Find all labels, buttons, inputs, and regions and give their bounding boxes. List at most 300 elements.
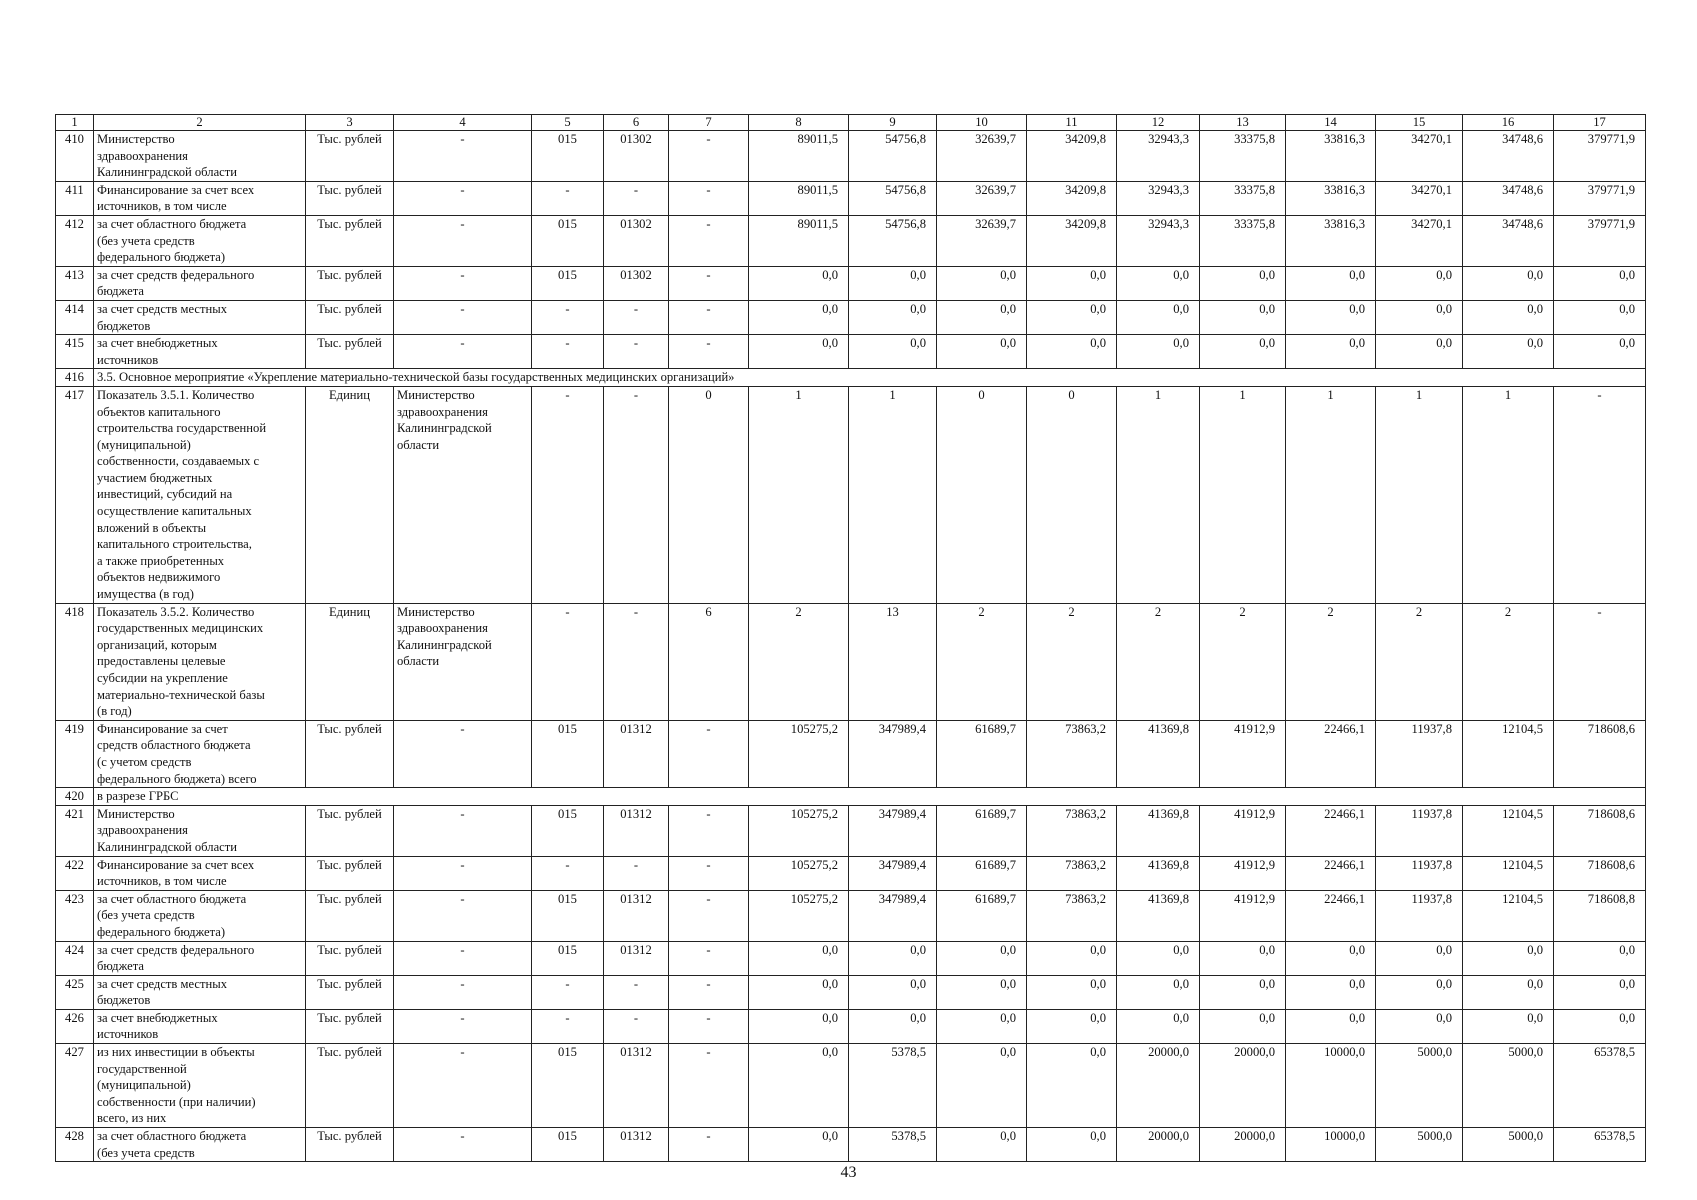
- code-cell: -: [669, 805, 749, 856]
- value-cell: 0,0: [1027, 300, 1117, 334]
- value-cell: 2: [1200, 603, 1286, 720]
- value-cell: 2: [937, 603, 1027, 720]
- value-cell: 0,0: [749, 1044, 849, 1128]
- value-cell: 0,0: [937, 266, 1027, 300]
- row-description: за счет средств федерального бюджета: [94, 266, 306, 300]
- value-cell: 0,0: [1027, 941, 1117, 975]
- table-row: [56, 369, 1646, 387]
- value-cell: 89011,5: [749, 131, 849, 182]
- unit-cell: Тыс. рублей: [306, 1044, 394, 1128]
- code-cell: -: [669, 215, 749, 266]
- value-cell: 718608,6: [1554, 720, 1646, 787]
- code-cell: 015: [532, 131, 604, 182]
- value-cell: 10000,0: [1286, 1044, 1376, 1128]
- unit-cell: Тыс. рублей: [306, 215, 394, 266]
- row-description: за счет средств местных бюджетов: [94, 975, 306, 1009]
- unit-cell: Тыс. рублей: [306, 941, 394, 975]
- value-cell: 105275,2: [749, 805, 849, 856]
- value-cell: 34209,8: [1027, 181, 1117, 215]
- table-row: [56, 386, 1646, 603]
- value-cell: 22466,1: [1286, 720, 1376, 787]
- header-cell: 6: [604, 115, 669, 131]
- table-row: [56, 335, 1646, 369]
- value-cell: 32639,7: [937, 215, 1027, 266]
- value-cell: 33375,8: [1200, 131, 1286, 182]
- row-number: 425: [56, 975, 94, 1009]
- responsible-cell: -: [394, 975, 532, 1009]
- row-number: 418: [56, 603, 94, 720]
- value-cell: 41369,8: [1117, 890, 1200, 941]
- value-cell: 718608,6: [1554, 805, 1646, 856]
- code-cell: 01302: [604, 266, 669, 300]
- table-row: [56, 975, 1646, 1009]
- value-cell: 0: [937, 386, 1027, 603]
- value-cell: 0,0: [749, 1128, 849, 1162]
- value-cell: 65378,5: [1554, 1128, 1646, 1162]
- row-number: 422: [56, 856, 94, 890]
- code-cell: -: [532, 181, 604, 215]
- value-cell: 34748,6: [1463, 181, 1554, 215]
- value-cell: 0,0: [749, 300, 849, 334]
- value-cell: 1: [749, 386, 849, 603]
- row-number: 417: [56, 386, 94, 603]
- code-cell: 015: [532, 805, 604, 856]
- row-number: 419: [56, 720, 94, 787]
- value-cell: 20000,0: [1117, 1044, 1200, 1128]
- value-cell: 54756,8: [849, 215, 937, 266]
- value-cell: -: [1554, 603, 1646, 720]
- row-description: Министерство здравоохранения Калининградской области: [94, 805, 306, 856]
- value-cell: 0,0: [937, 335, 1027, 369]
- code-cell: -: [604, 335, 669, 369]
- value-cell: 12104,5: [1463, 856, 1554, 890]
- table-row: [56, 266, 1646, 300]
- row-description: за счет внебюджетных источников: [94, 1009, 306, 1043]
- value-cell: 347989,4: [849, 856, 937, 890]
- code-cell: 0: [669, 386, 749, 603]
- value-cell: 5000,0: [1463, 1044, 1554, 1128]
- value-cell: 347989,4: [849, 720, 937, 787]
- responsible-cell: -: [394, 215, 532, 266]
- value-cell: 1: [1463, 386, 1554, 603]
- responsible-cell: -: [394, 720, 532, 787]
- value-cell: 13: [849, 603, 937, 720]
- code-cell: 015: [532, 890, 604, 941]
- unit-cell: Тыс. рублей: [306, 300, 394, 334]
- responsible-cell: -: [394, 266, 532, 300]
- value-cell: 41912,9: [1200, 720, 1286, 787]
- code-cell: -: [669, 1044, 749, 1128]
- responsible-cell: -: [394, 890, 532, 941]
- table-row: [56, 856, 1646, 890]
- responsible-cell: Министерство здравоохранения Калининградской области: [394, 603, 532, 720]
- value-cell: 2: [1286, 603, 1376, 720]
- table-row: [56, 788, 1646, 806]
- table-row: [56, 941, 1646, 975]
- code-cell: -: [669, 941, 749, 975]
- header-cell: 11: [1027, 115, 1117, 131]
- header-row: [56, 115, 1646, 131]
- code-cell: -: [669, 1128, 749, 1162]
- value-cell: 5378,5: [849, 1044, 937, 1128]
- value-cell: 0,0: [1463, 266, 1554, 300]
- row-number: 415: [56, 335, 94, 369]
- code-cell: -: [669, 131, 749, 182]
- value-cell: 32943,3: [1117, 215, 1200, 266]
- code-cell: -: [532, 335, 604, 369]
- value-cell: 12104,5: [1463, 720, 1554, 787]
- header-cell: 13: [1200, 115, 1286, 131]
- value-cell: 20000,0: [1200, 1044, 1286, 1128]
- row-number: 421: [56, 805, 94, 856]
- row-number: 424: [56, 941, 94, 975]
- value-cell: 12104,5: [1463, 890, 1554, 941]
- value-cell: 0,0: [937, 941, 1027, 975]
- code-cell: 01312: [604, 941, 669, 975]
- table-row: [56, 131, 1646, 182]
- unit-cell: Тыс. рублей: [306, 975, 394, 1009]
- value-cell: 0,0: [1200, 300, 1286, 334]
- code-cell: 015: [532, 720, 604, 787]
- table-row: [56, 1128, 1646, 1162]
- value-cell: 0,0: [749, 266, 849, 300]
- value-cell: 22466,1: [1286, 805, 1376, 856]
- value-cell: 10000,0: [1286, 1128, 1376, 1162]
- value-cell: 0,0: [1117, 1009, 1200, 1043]
- value-cell: 0,0: [1117, 335, 1200, 369]
- unit-cell: Тыс. рублей: [306, 1128, 394, 1162]
- value-cell: 0,0: [937, 1044, 1027, 1128]
- value-cell: 61689,7: [937, 720, 1027, 787]
- value-cell: 0,0: [1027, 975, 1117, 1009]
- value-cell: 0,0: [749, 975, 849, 1009]
- row-description: за счет средств федерального бюджета: [94, 941, 306, 975]
- value-cell: 0: [1027, 386, 1117, 603]
- value-cell: 12104,5: [1463, 805, 1554, 856]
- code-cell: -: [669, 975, 749, 1009]
- value-cell: 379771,9: [1554, 131, 1646, 182]
- value-cell: 0,0: [1117, 941, 1200, 975]
- code-cell: -: [532, 975, 604, 1009]
- value-cell: 65378,5: [1554, 1044, 1646, 1128]
- value-cell: 32943,3: [1117, 131, 1200, 182]
- code-cell: -: [604, 386, 669, 603]
- row-description: за счет областного бюджета (без учета средств федерального бюджета): [94, 890, 306, 941]
- value-cell: 34270,1: [1376, 215, 1463, 266]
- value-cell: 0,0: [1200, 266, 1286, 300]
- value-cell: 61689,7: [937, 805, 1027, 856]
- value-cell: 0,0: [1117, 975, 1200, 1009]
- value-cell: 1: [1376, 386, 1463, 603]
- value-cell: 73863,2: [1027, 890, 1117, 941]
- value-cell: 34209,8: [1027, 215, 1117, 266]
- header-cell: 14: [1286, 115, 1376, 131]
- value-cell: 1: [1286, 386, 1376, 603]
- responsible-cell: Министерство здравоохранения Калининградской области: [394, 386, 532, 603]
- code-cell: -: [604, 181, 669, 215]
- row-description: из них инвестиции в объекты государственной (муниципальной) собственности (при наличии) всего, из них: [94, 1044, 306, 1128]
- responsible-cell: -: [394, 1128, 532, 1162]
- header-cell: 9: [849, 115, 937, 131]
- value-cell: 0,0: [1200, 335, 1286, 369]
- value-cell: 0,0: [1286, 266, 1376, 300]
- code-cell: -: [669, 1009, 749, 1043]
- value-cell: 0,0: [1200, 1009, 1286, 1043]
- header-cell: 5: [532, 115, 604, 131]
- value-cell: 2: [1117, 603, 1200, 720]
- code-cell: -: [669, 335, 749, 369]
- unit-cell: Тыс. рублей: [306, 266, 394, 300]
- value-cell: 0,0: [1463, 941, 1554, 975]
- code-cell: -: [604, 1009, 669, 1043]
- code-cell: -: [532, 300, 604, 334]
- row-description: Министерство здравоохранения Калининградской области: [94, 131, 306, 182]
- code-cell: -: [532, 1009, 604, 1043]
- code-cell: -: [669, 266, 749, 300]
- value-cell: 0,0: [1376, 941, 1463, 975]
- code-cell: 01302: [604, 131, 669, 182]
- value-cell: 1: [1200, 386, 1286, 603]
- value-cell: 2: [749, 603, 849, 720]
- unit-cell: Тыс. рублей: [306, 805, 394, 856]
- code-cell: 01312: [604, 1044, 669, 1128]
- value-cell: 0,0: [849, 941, 937, 975]
- code-cell: -: [669, 856, 749, 890]
- value-cell: 347989,4: [849, 890, 937, 941]
- value-cell: 0,0: [1554, 975, 1646, 1009]
- responsible-cell: -: [394, 1009, 532, 1043]
- table-row: [56, 1009, 1646, 1043]
- value-cell: 34209,8: [1027, 131, 1117, 182]
- value-cell: 2: [1027, 603, 1117, 720]
- row-number: 411: [56, 181, 94, 215]
- value-cell: 0,0: [849, 335, 937, 369]
- value-cell: 105275,2: [749, 856, 849, 890]
- header-cell: 3: [306, 115, 394, 131]
- value-cell: 32943,3: [1117, 181, 1200, 215]
- code-cell: -: [669, 300, 749, 334]
- unit-cell: Тыс. рублей: [306, 856, 394, 890]
- header-cell: 16: [1463, 115, 1554, 131]
- table-row: [56, 215, 1646, 266]
- row-number: 413: [56, 266, 94, 300]
- value-cell: 33816,3: [1286, 181, 1376, 215]
- code-cell: -: [532, 386, 604, 603]
- responsible-cell: -: [394, 1044, 532, 1128]
- value-cell: 0,0: [849, 266, 937, 300]
- value-cell: 105275,2: [749, 720, 849, 787]
- value-cell: 61689,7: [937, 890, 1027, 941]
- value-cell: 0,0: [1554, 1009, 1646, 1043]
- row-number: 412: [56, 215, 94, 266]
- value-cell: 34748,6: [1463, 131, 1554, 182]
- table-row: [56, 805, 1646, 856]
- value-cell: 34270,1: [1376, 181, 1463, 215]
- unit-cell: Тыс. рублей: [306, 890, 394, 941]
- page-number: 43: [840, 1164, 857, 1181]
- row-number: 426: [56, 1009, 94, 1043]
- value-cell: 0,0: [937, 1009, 1027, 1043]
- code-cell: 015: [532, 1044, 604, 1128]
- row-description: Финансирование за счет средств областного бюджета (с учетом средств федерального бюджета) всего: [94, 720, 306, 787]
- row-description: Показатель 3.5.1. Количество объектов капитального строительства государственной (муниципальной) собственности, создаваемых с участием бюджетных инвестиций, субсидий на осуществление капитальных вложений в объекты капитального строительства, а также приобретенных объектов недвижимого имущества (в год): [94, 386, 306, 603]
- row-description: за счет областного бюджета (без учета средств: [94, 1128, 306, 1162]
- code-cell: -: [604, 603, 669, 720]
- value-cell: 20000,0: [1200, 1128, 1286, 1162]
- value-cell: 11937,8: [1376, 890, 1463, 941]
- value-cell: 0,0: [937, 1128, 1027, 1162]
- value-cell: 73863,2: [1027, 856, 1117, 890]
- value-cell: 1: [1117, 386, 1200, 603]
- value-cell: 5000,0: [1376, 1128, 1463, 1162]
- header-cell: 1: [56, 115, 94, 131]
- value-cell: 0,0: [1376, 335, 1463, 369]
- code-cell: 01312: [604, 890, 669, 941]
- responsible-cell: -: [394, 856, 532, 890]
- row-description: Финансирование за счет всех источников, в том числе: [94, 856, 306, 890]
- code-cell: 6: [669, 603, 749, 720]
- code-cell: -: [669, 181, 749, 215]
- header-cell: 10: [937, 115, 1027, 131]
- section-title: 3.5. Основное мероприятие «Укрепление материально-технической базы государственных медицинских организаций»: [94, 369, 1646, 387]
- code-cell: 015: [532, 266, 604, 300]
- code-cell: -: [532, 856, 604, 890]
- responsible-cell: -: [394, 805, 532, 856]
- unit-cell: Единиц: [306, 603, 394, 720]
- value-cell: 33375,8: [1200, 181, 1286, 215]
- value-cell: 0,0: [1376, 1009, 1463, 1043]
- value-cell: 11937,8: [1376, 805, 1463, 856]
- code-cell: -: [604, 975, 669, 1009]
- value-cell: 0,0: [1286, 300, 1376, 334]
- code-cell: 01312: [604, 805, 669, 856]
- row-description: за счет внебюджетных источников: [94, 335, 306, 369]
- unit-cell: Тыс. рублей: [306, 335, 394, 369]
- value-cell: 0,0: [1463, 335, 1554, 369]
- budget-table: [55, 114, 1646, 1162]
- table-row: [56, 300, 1646, 334]
- value-cell: 11937,8: [1376, 856, 1463, 890]
- value-cell: 2: [1376, 603, 1463, 720]
- value-cell: 0,0: [1554, 941, 1646, 975]
- header-cell: 17: [1554, 115, 1646, 131]
- value-cell: 0,0: [849, 300, 937, 334]
- row-description: за счет областного бюджета (без учета средств федерального бюджета): [94, 215, 306, 266]
- value-cell: 0,0: [1554, 300, 1646, 334]
- header-cell: 12: [1117, 115, 1200, 131]
- unit-cell: Тыс. рублей: [306, 131, 394, 182]
- value-cell: 41369,8: [1117, 720, 1200, 787]
- value-cell: 5000,0: [1463, 1128, 1554, 1162]
- value-cell: 0,0: [1554, 266, 1646, 300]
- table-row: [56, 890, 1646, 941]
- value-cell: 0,0: [1027, 266, 1117, 300]
- unit-cell: Тыс. рублей: [306, 181, 394, 215]
- unit-cell: Единиц: [306, 386, 394, 603]
- value-cell: 0,0: [1463, 975, 1554, 1009]
- code-cell: -: [669, 720, 749, 787]
- value-cell: 33375,8: [1200, 215, 1286, 266]
- value-cell: 718608,6: [1554, 856, 1646, 890]
- code-cell: 015: [532, 215, 604, 266]
- value-cell: 0,0: [1117, 266, 1200, 300]
- value-cell: 89011,5: [749, 215, 849, 266]
- code-cell: -: [604, 856, 669, 890]
- value-cell: 0,0: [1376, 975, 1463, 1009]
- value-cell: 20000,0: [1117, 1128, 1200, 1162]
- value-cell: 0,0: [1027, 335, 1117, 369]
- header-cell: 4: [394, 115, 532, 131]
- unit-cell: Тыс. рублей: [306, 720, 394, 787]
- header-cell: 15: [1376, 115, 1463, 131]
- value-cell: 0,0: [1286, 335, 1376, 369]
- value-cell: 105275,2: [749, 890, 849, 941]
- code-cell: -: [669, 890, 749, 941]
- row-number: 427: [56, 1044, 94, 1128]
- row-number: 416: [56, 369, 94, 387]
- row-number: 428: [56, 1128, 94, 1162]
- value-cell: 0,0: [1200, 941, 1286, 975]
- value-cell: 379771,9: [1554, 181, 1646, 215]
- row-number: 414: [56, 300, 94, 334]
- header-cell: 8: [749, 115, 849, 131]
- value-cell: 11937,8: [1376, 720, 1463, 787]
- value-cell: 0,0: [1376, 300, 1463, 334]
- value-cell: 54756,8: [849, 131, 937, 182]
- value-cell: 41912,9: [1200, 805, 1286, 856]
- value-cell: 0,0: [849, 1009, 937, 1043]
- value-cell: 41912,9: [1200, 856, 1286, 890]
- value-cell: 0,0: [1463, 1009, 1554, 1043]
- value-cell: 34270,1: [1376, 131, 1463, 182]
- value-cell: 0,0: [1027, 1009, 1117, 1043]
- code-cell: 01312: [604, 720, 669, 787]
- value-cell: 54756,8: [849, 181, 937, 215]
- value-cell: 61689,7: [937, 856, 1027, 890]
- code-cell: 015: [532, 1128, 604, 1162]
- value-cell: 5378,5: [849, 1128, 937, 1162]
- value-cell: 5000,0: [1376, 1044, 1463, 1128]
- row-number: 423: [56, 890, 94, 941]
- value-cell: 0,0: [749, 941, 849, 975]
- value-cell: 32639,7: [937, 181, 1027, 215]
- value-cell: 0,0: [937, 300, 1027, 334]
- value-cell: 89011,5: [749, 181, 849, 215]
- code-cell: 015: [532, 941, 604, 975]
- value-cell: 32639,7: [937, 131, 1027, 182]
- table-row: [56, 181, 1646, 215]
- unit-cell: Тыс. рублей: [306, 1009, 394, 1043]
- value-cell: 22466,1: [1286, 890, 1376, 941]
- code-cell: 01302: [604, 215, 669, 266]
- header-cell: 2: [94, 115, 306, 131]
- value-cell: 0,0: [1286, 1009, 1376, 1043]
- value-cell: 0,0: [1027, 1044, 1117, 1128]
- value-cell: 718608,8: [1554, 890, 1646, 941]
- row-description: Показатель 3.5.2. Количество государственных медицинских организаций, которым предоставлены целевые субсидии на укрепление материально-технической базы (в год): [94, 603, 306, 720]
- value-cell: 379771,9: [1554, 215, 1646, 266]
- code-cell: -: [532, 603, 604, 720]
- value-cell: 0,0: [749, 335, 849, 369]
- responsible-cell: -: [394, 300, 532, 334]
- value-cell: 0,0: [937, 975, 1027, 1009]
- responsible-cell: -: [394, 181, 532, 215]
- value-cell: 0,0: [1117, 300, 1200, 334]
- table-row: [56, 603, 1646, 720]
- code-cell: -: [604, 300, 669, 334]
- value-cell: 73863,2: [1027, 720, 1117, 787]
- row-number: 420: [56, 788, 94, 806]
